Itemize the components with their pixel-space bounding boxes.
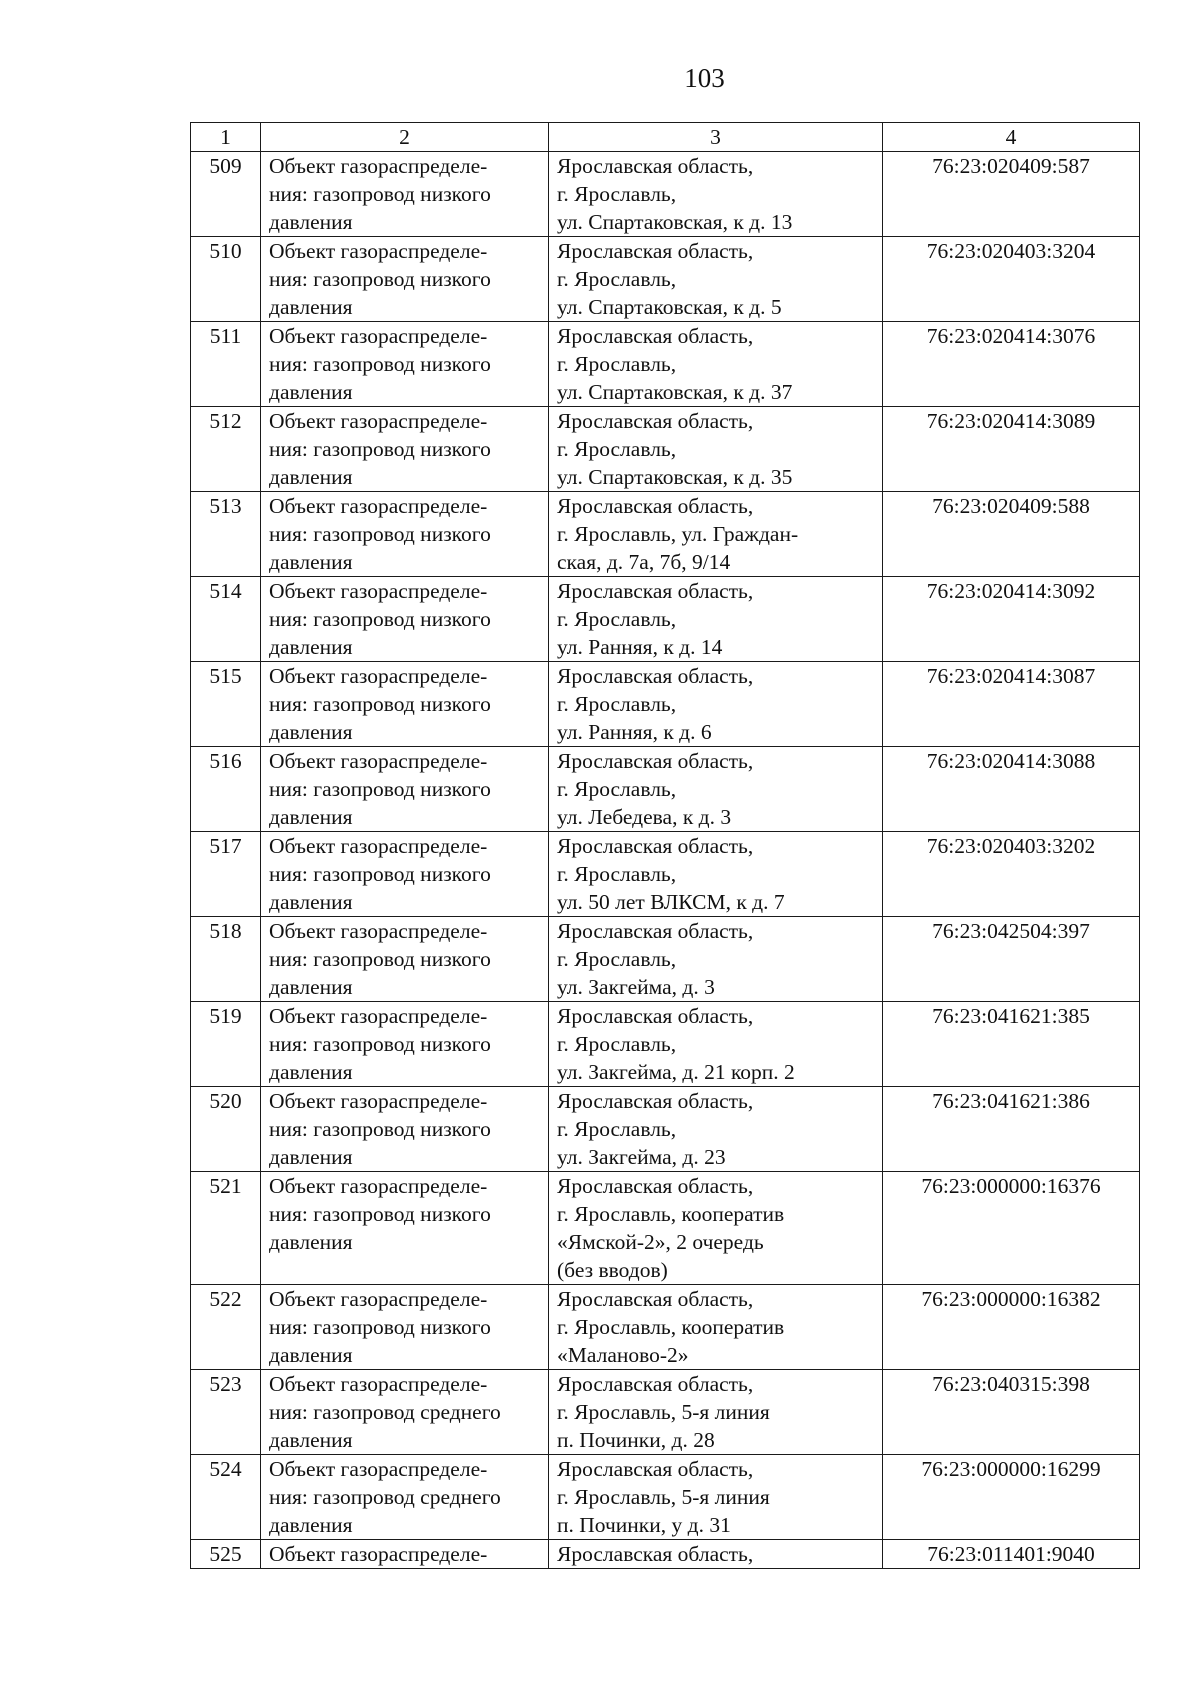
row-number-cell: 517	[191, 832, 261, 917]
cadastral-number-cell: 76:23:020409:587	[883, 152, 1140, 237]
cadastral-number-cell: 76:23:020414:3089	[883, 407, 1140, 492]
object-name-cell: Объект газораспределе- ния: газопровод низкого давления	[261, 832, 549, 917]
row-number-cell: 519	[191, 1002, 261, 1087]
table-row	[191, 1455, 1140, 1540]
address-cell: Ярославская область, г. Ярославль, ул. Ранняя, к д. 14	[549, 577, 883, 662]
object-name-cell: Объект газораспределе- ния: газопровод низкого давления	[261, 577, 549, 662]
address-cell: Ярославская область, г. Ярославль, ул. Закгейма, д. 3	[549, 917, 883, 1002]
gas-objects-table	[190, 122, 1140, 1569]
object-name-cell: Объект газораспределе- ния: газопровод низкого давления	[261, 662, 549, 747]
address-cell: Ярославская область, г. Ярославль, ул. Спартаковская, к д. 13	[549, 152, 883, 237]
column-header-1: 1	[191, 123, 261, 152]
table-row	[191, 662, 1140, 747]
object-name-cell: Объект газораспределе- ния: газопровод низкого давления	[261, 407, 549, 492]
object-name-cell: Объект газораспределе- ния: газопровод среднего давления	[261, 1455, 549, 1540]
cadastral-number-cell: 76:23:040315:398	[883, 1370, 1140, 1455]
address-cell: Ярославская область, г. Ярославль, кооператив «Маланово-2»	[549, 1285, 883, 1370]
row-number-cell: 523	[191, 1370, 261, 1455]
row-number-cell: 525	[191, 1540, 261, 1569]
object-name-cell: Объект газораспределе- ния: газопровод низкого давления	[261, 1285, 549, 1370]
object-name-cell: Объект газораспределе- ния: газопровод низкого давления	[261, 1172, 549, 1285]
cadastral-number-cell: 76:23:020403:3202	[883, 832, 1140, 917]
row-number-cell: 514	[191, 577, 261, 662]
object-name-cell: Объект газораспределе- ния: газопровод среднего давления	[261, 1370, 549, 1455]
table-row	[191, 492, 1140, 577]
column-header-3: 3	[549, 123, 883, 152]
address-cell: Ярославская область, г. Ярославль, ул. Спартаковская, к д. 35	[549, 407, 883, 492]
table-row	[191, 322, 1140, 407]
object-name-cell: Объект газораспределе- ния: газопровод низкого давления	[261, 322, 549, 407]
table-row	[191, 1172, 1140, 1285]
address-cell: Ярославская область, г. Ярославль, ул. Закгейма, д. 23	[549, 1087, 883, 1172]
table-row	[191, 1087, 1140, 1172]
table-row	[191, 237, 1140, 322]
cadastral-number-cell: 76:23:020414:3088	[883, 747, 1140, 832]
address-cell: Ярославская область, г. Ярославль, ул. Спартаковская, к д. 5	[549, 237, 883, 322]
object-name-cell: Объект газораспределе- ния: газопровод низкого давления	[261, 747, 549, 832]
table-row	[191, 1370, 1140, 1455]
object-name-cell: Объект газораспределе- ния: газопровод низкого давления	[261, 492, 549, 577]
table-header-row	[191, 123, 1140, 152]
row-number-cell: 524	[191, 1455, 261, 1540]
row-number-cell: 520	[191, 1087, 261, 1172]
row-number-cell: 522	[191, 1285, 261, 1370]
object-name-cell: Объект газораспределе- ния: газопровод низкого давления	[261, 237, 549, 322]
address-cell: Ярославская область, г. Ярославль, ул. Граждан- ская, д. 7а, 7б, 9/14	[549, 492, 883, 577]
cadastral-number-cell: 76:23:000000:16382	[883, 1285, 1140, 1370]
table-row	[191, 407, 1140, 492]
table-row	[191, 1540, 1140, 1569]
table-row	[191, 577, 1140, 662]
row-number-cell: 509	[191, 152, 261, 237]
row-number-cell: 521	[191, 1172, 261, 1285]
row-number-cell: 513	[191, 492, 261, 577]
row-number-cell: 511	[191, 322, 261, 407]
column-header-2: 2	[261, 123, 549, 152]
cadastral-number-cell: 76:23:041621:386	[883, 1087, 1140, 1172]
column-header-4: 4	[883, 123, 1140, 152]
address-cell: Ярославская область, г. Ярославль, ул. Спартаковская, к д. 37	[549, 322, 883, 407]
page-number: 103	[684, 63, 725, 93]
row-number-cell: 510	[191, 237, 261, 322]
row-number-cell: 518	[191, 917, 261, 1002]
cadastral-number-cell: 76:23:020409:588	[883, 492, 1140, 577]
address-cell: Ярославская область, г. Ярославль, ул. 50 лет ВЛКСМ, к д. 7	[549, 832, 883, 917]
row-number-cell: 512	[191, 407, 261, 492]
cadastral-number-cell: 76:23:000000:16376	[883, 1172, 1140, 1285]
row-number-cell: 515	[191, 662, 261, 747]
cadastral-number-cell: 76:23:020414:3092	[883, 577, 1140, 662]
object-name-cell: Объект газораспределе- ния: газопровод низкого давления	[261, 917, 549, 1002]
cadastral-number-cell: 76:23:020414:3087	[883, 662, 1140, 747]
cadastral-number-cell: 76:23:042504:397	[883, 917, 1140, 1002]
row-number-cell: 516	[191, 747, 261, 832]
object-name-cell: Объект газораспределе- ния: газопровод низкого давления	[261, 1087, 549, 1172]
table-row	[191, 747, 1140, 832]
table-row	[191, 917, 1140, 1002]
object-name-cell: Объект газораспределе- ния: газопровод низкого давления	[261, 152, 549, 237]
address-cell: Ярославская область, г. Ярославль, 5-я линия п. Починки, у д. 31	[549, 1455, 883, 1540]
table-row	[191, 1002, 1140, 1087]
object-name-cell: Объект газораспределе- ния: газопровод низкого давления	[261, 1002, 549, 1087]
address-cell: Ярославская область,	[549, 1540, 883, 1569]
address-cell: Ярославская область, г. Ярославль, ул. Лебедева, к д. 3	[549, 747, 883, 832]
address-cell: Ярославская область, г. Ярославль, ул. Ранняя, к д. 6	[549, 662, 883, 747]
address-cell: Ярославская область, г. Ярославль, 5-я линия п. Починки, д. 28	[549, 1370, 883, 1455]
cadastral-number-cell: 76:23:000000:16299	[883, 1455, 1140, 1540]
cadastral-number-cell: 76:23:041621:385	[883, 1002, 1140, 1087]
table-row	[191, 1285, 1140, 1370]
object-name-cell: Объект газораспределе-	[261, 1540, 549, 1569]
table-row	[191, 832, 1140, 917]
table-row	[191, 152, 1140, 237]
cadastral-number-cell: 76:23:020403:3204	[883, 237, 1140, 322]
table-body	[191, 152, 1140, 1569]
cadastral-number-cell: 76:23:020414:3076	[883, 322, 1140, 407]
cadastral-number-cell: 76:23:011401:9040	[883, 1540, 1140, 1569]
address-cell: Ярославская область, г. Ярославль, ул. Закгейма, д. 21 корп. 2	[549, 1002, 883, 1087]
address-cell: Ярославская область, г. Ярославль, кооператив «Ямской-2», 2 очередь (без вводов)	[549, 1172, 883, 1285]
